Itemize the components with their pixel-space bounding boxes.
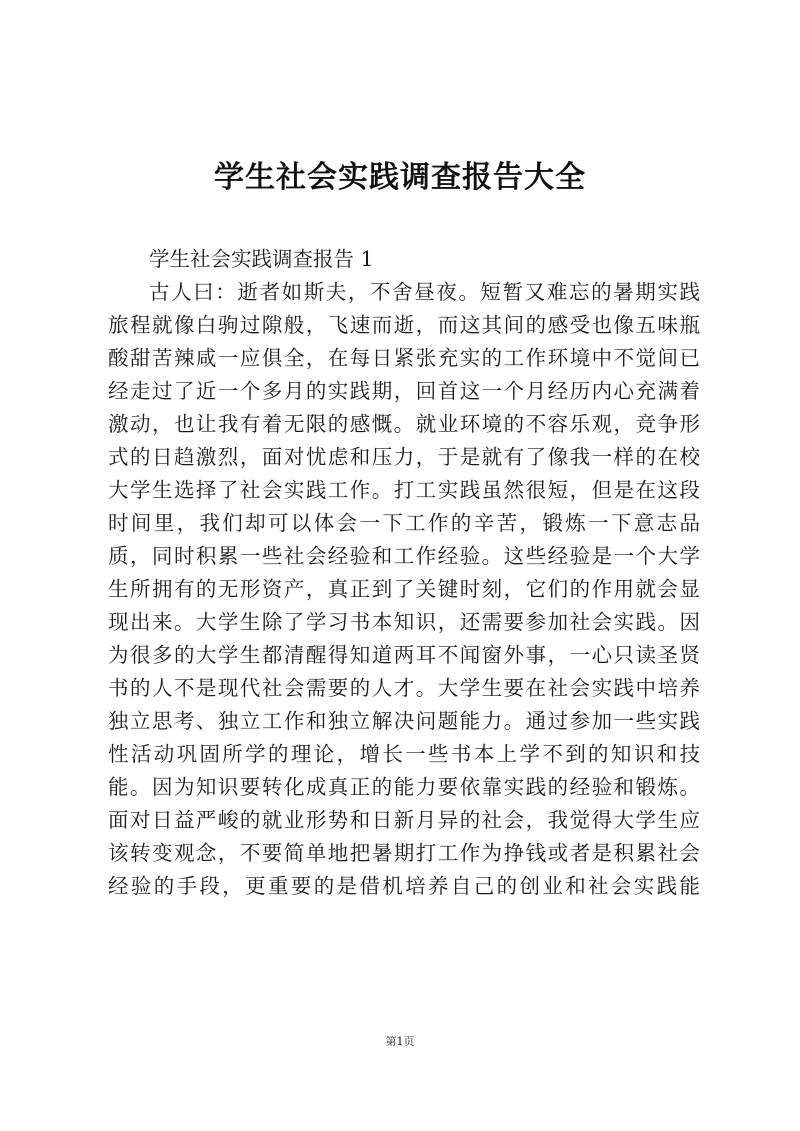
paragraph-line: 经验的手段，更重要的是借机培养自己的创业和社会实践能 (108, 874, 700, 898)
paragraph-line: 式的日趋激烈，面对忧虑和压力，于是就有了像我一样的在校 (108, 445, 700, 469)
paragraph-line: 能。因为知识要转化成真正的能力要依靠实践的经验和锻炼。 (108, 775, 700, 799)
document-title: 学生社会实践调查报告大全 (214, 160, 586, 195)
paragraph-line: 质，同时积累一些社会经验和工作经验。这些经验是一个大学 (108, 544, 700, 568)
paragraph-line: 生所拥有的无形资产，真正到了关键时刻，它们的作用就会显 (108, 577, 700, 601)
paragraph-line: 为很多的大学生都清醒得知道两耳不闻窗外事，一心只读圣贤 (108, 643, 700, 667)
document-body (108, 243, 700, 903)
paragraph-line: 古人曰：逝者如斯夫，不舍昼夜。短暂又难忘的暑期实践 (149, 280, 700, 304)
paragraph-line: 性活动巩固所学的理论，增长一些书本上学不到的知识和技 (108, 742, 700, 766)
paragraph-line: 独立思考、独立工作和独立解决问题能力。通过参加一些实践 (108, 709, 700, 733)
paragraph-line: 酸甜苦辣咸一应俱全，在每日紧张充实的工作环境中不觉间已 (108, 346, 700, 370)
paragraph-line: 该转变观念，不要简单地把暑期打工作为挣钱或者是积累社会 (108, 841, 700, 865)
paragraph-line: 激动，也让我有着无限的感慨。就业环境的不容乐观，竞争形 (108, 412, 700, 436)
paragraph-line: 书的人不是现代社会需要的人才。大学生要在社会实践中培养 (108, 676, 700, 700)
paragraph-line: 大学生选择了社会实践工作。打工实践虽然很短，但是在这段 (108, 478, 700, 502)
paragraph-line: 旅程就像白驹过隙般，飞速而逝，而这其间的感受也像五味瓶 (108, 313, 700, 337)
paragraph-line: 经走过了近一个多月的实践期，回首这一个月经历内心充满着 (108, 379, 700, 403)
section-heading: 学生社会实践调查报告 1 (149, 247, 374, 271)
paragraph-line: 面对日益严峻的就业形势和日新月异的社会，我觉得大学生应 (108, 808, 700, 832)
page-number: 第1页 (385, 1035, 415, 1048)
paragraph-line: 现出来。大学生除了学习书本知识，还需要参加社会实践。因 (108, 610, 700, 634)
paragraph-line: 时间里，我们却可以体会一下工作的辛苦，锻炼一下意志品 (108, 511, 700, 535)
